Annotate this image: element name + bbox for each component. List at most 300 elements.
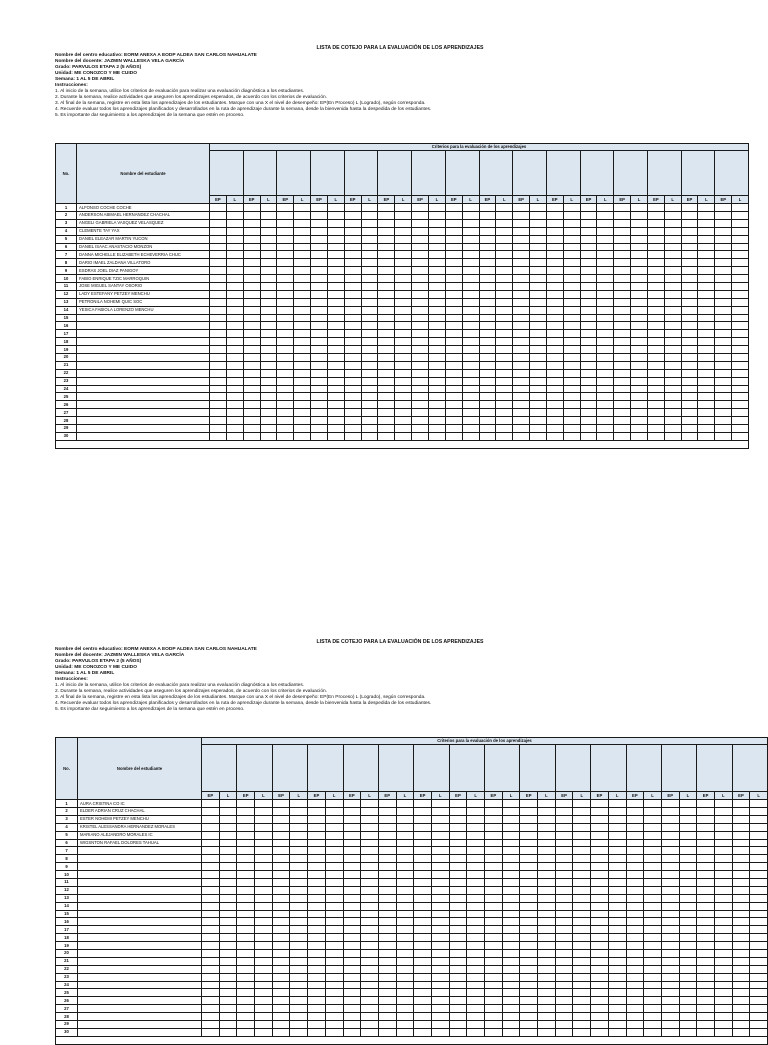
l-mark-cell[interactable] [597,267,614,275]
l-mark-cell[interactable] [732,322,749,330]
l-mark-cell[interactable] [573,879,591,887]
ep-mark-cell[interactable] [479,425,496,433]
l-mark-cell[interactable] [255,815,273,823]
l-mark-cell[interactable] [290,934,308,942]
l-mark-cell[interactable] [467,957,485,965]
ep-mark-cell[interactable] [378,298,395,306]
ep-mark-cell[interactable] [647,385,664,393]
l-mark-cell[interactable] [327,283,344,291]
l-mark-cell[interactable] [631,227,648,235]
l-mark-cell[interactable] [573,934,591,942]
l-mark-cell[interactable] [361,314,378,322]
l-mark-cell[interactable] [462,377,479,385]
l-mark-cell[interactable] [631,377,648,385]
ep-mark-cell[interactable] [591,894,609,902]
l-mark-cell[interactable] [260,283,277,291]
l-mark-cell[interactable] [260,306,277,314]
l-mark-cell[interactable] [255,1005,273,1013]
ep-mark-cell[interactable] [343,902,361,910]
l-mark-cell[interactable] [361,855,379,863]
l-mark-cell[interactable] [219,1013,237,1021]
ep-mark-cell[interactable] [412,314,429,322]
ep-mark-cell[interactable] [243,369,260,377]
l-mark-cell[interactable] [467,973,485,981]
l-mark-cell[interactable] [732,259,749,267]
l-mark-cell[interactable] [664,267,681,275]
ep-mark-cell[interactable] [237,1021,255,1029]
l-mark-cell[interactable] [698,354,715,362]
ep-mark-cell[interactable] [697,871,715,879]
ep-mark-cell[interactable] [445,393,462,401]
l-mark-cell[interactable] [462,425,479,433]
l-mark-cell[interactable] [502,1013,520,1021]
l-mark-cell[interactable] [462,369,479,377]
l-mark-cell[interactable] [428,298,445,306]
ep-mark-cell[interactable] [513,235,530,243]
l-mark-cell[interactable] [219,1021,237,1029]
l-mark-cell[interactable] [294,259,311,267]
l-mark-cell[interactable] [573,965,591,973]
l-mark-cell[interactable] [431,1005,449,1013]
l-mark-cell[interactable] [361,973,379,981]
l-mark-cell[interactable] [325,839,343,847]
ep-mark-cell[interactable] [626,989,644,997]
ep-mark-cell[interactable] [412,393,429,401]
l-mark-cell[interactable] [608,800,626,808]
l-mark-cell[interactable] [530,259,547,267]
ep-mark-cell[interactable] [272,965,290,973]
ep-mark-cell[interactable] [591,918,609,926]
l-mark-cell[interactable] [431,934,449,942]
l-mark-cell[interactable] [325,902,343,910]
l-mark-cell[interactable] [395,322,412,330]
l-mark-cell[interactable] [325,855,343,863]
l-mark-cell[interactable] [428,306,445,314]
ep-mark-cell[interactable] [445,267,462,275]
ep-mark-cell[interactable] [555,902,573,910]
l-mark-cell[interactable] [644,831,662,839]
l-mark-cell[interactable] [679,815,697,823]
l-mark-cell[interactable] [563,227,580,235]
ep-mark-cell[interactable] [580,211,597,219]
ep-mark-cell[interactable] [580,290,597,298]
l-mark-cell[interactable] [428,267,445,275]
ep-mark-cell[interactable] [344,267,361,275]
l-mark-cell[interactable] [361,863,379,871]
l-mark-cell[interactable] [255,863,273,871]
ep-mark-cell[interactable] [546,409,563,417]
ep-mark-cell[interactable] [202,839,220,847]
l-mark-cell[interactable] [664,314,681,322]
ep-mark-cell[interactable] [412,377,429,385]
l-mark-cell[interactable] [290,950,308,958]
ep-mark-cell[interactable] [661,997,679,1005]
ep-mark-cell[interactable] [237,800,255,808]
ep-mark-cell[interactable] [485,871,503,879]
l-mark-cell[interactable] [226,369,243,377]
l-mark-cell[interactable] [431,800,449,808]
l-mark-cell[interactable] [664,338,681,346]
ep-mark-cell[interactable] [210,227,227,235]
ep-mark-cell[interactable] [311,259,328,267]
l-mark-cell[interactable] [325,879,343,887]
l-mark-cell[interactable] [361,219,378,227]
l-mark-cell[interactable] [325,871,343,879]
ep-mark-cell[interactable] [378,290,395,298]
ep-mark-cell[interactable] [697,1005,715,1013]
ep-mark-cell[interactable] [513,251,530,259]
l-mark-cell[interactable] [538,957,556,965]
l-mark-cell[interactable] [290,815,308,823]
l-mark-cell[interactable] [679,934,697,942]
ep-mark-cell[interactable] [378,934,396,942]
ep-mark-cell[interactable] [580,314,597,322]
l-mark-cell[interactable] [467,815,485,823]
l-mark-cell[interactable] [573,942,591,950]
ep-mark-cell[interactable] [546,385,563,393]
l-mark-cell[interactable] [732,275,749,283]
ep-mark-cell[interactable] [732,934,750,942]
l-mark-cell[interactable] [395,401,412,409]
l-mark-cell[interactable] [428,314,445,322]
l-mark-cell[interactable] [361,997,379,1005]
l-mark-cell[interactable] [431,910,449,918]
ep-mark-cell[interactable] [697,957,715,965]
ep-mark-cell[interactable] [445,401,462,409]
ep-mark-cell[interactable] [479,227,496,235]
l-mark-cell[interactable] [361,211,378,219]
l-mark-cell[interactable] [255,886,273,894]
ep-mark-cell[interactable] [210,425,227,433]
ep-mark-cell[interactable] [449,965,467,973]
ep-mark-cell[interactable] [479,377,496,385]
ep-mark-cell[interactable] [445,306,462,314]
ep-mark-cell[interactable] [715,401,732,409]
l-mark-cell[interactable] [428,204,445,212]
ep-mark-cell[interactable] [485,950,503,958]
l-mark-cell[interactable] [750,926,768,934]
ep-mark-cell[interactable] [485,823,503,831]
ep-mark-cell[interactable] [626,942,644,950]
l-mark-cell[interactable] [361,267,378,275]
l-mark-cell[interactable] [644,871,662,879]
l-mark-cell[interactable] [538,871,556,879]
l-mark-cell[interactable] [260,227,277,235]
l-mark-cell[interactable] [467,989,485,997]
l-mark-cell[interactable] [698,314,715,322]
ep-mark-cell[interactable] [308,957,326,965]
ep-mark-cell[interactable] [243,330,260,338]
ep-mark-cell[interactable] [626,1021,644,1029]
ep-mark-cell[interactable] [344,432,361,440]
ep-mark-cell[interactable] [479,409,496,417]
l-mark-cell[interactable] [664,377,681,385]
ep-mark-cell[interactable] [311,204,328,212]
ep-mark-cell[interactable] [449,815,467,823]
l-mark-cell[interactable] [467,800,485,808]
ep-mark-cell[interactable] [647,306,664,314]
ep-mark-cell[interactable] [580,377,597,385]
ep-mark-cell[interactable] [210,243,227,251]
ep-mark-cell[interactable] [243,377,260,385]
l-mark-cell[interactable] [608,918,626,926]
ep-mark-cell[interactable] [681,251,698,259]
ep-mark-cell[interactable] [414,973,432,981]
ep-mark-cell[interactable] [202,910,220,918]
ep-mark-cell[interactable] [412,251,429,259]
ep-mark-cell[interactable] [513,306,530,314]
l-mark-cell[interactable] [631,432,648,440]
l-mark-cell[interactable] [361,871,379,879]
l-mark-cell[interactable] [294,409,311,417]
ep-mark-cell[interactable] [449,918,467,926]
l-mark-cell[interactable] [502,839,520,847]
ep-mark-cell[interactable] [412,361,429,369]
ep-mark-cell[interactable] [546,369,563,377]
ep-mark-cell[interactable] [647,243,664,251]
ep-mark-cell[interactable] [614,377,631,385]
ep-mark-cell[interactable] [715,417,732,425]
ep-mark-cell[interactable] [210,267,227,275]
ep-mark-cell[interactable] [237,855,255,863]
l-mark-cell[interactable] [325,950,343,958]
ep-mark-cell[interactable] [580,425,597,433]
ep-mark-cell[interactable] [414,871,432,879]
l-mark-cell[interactable] [608,815,626,823]
ep-mark-cell[interactable] [591,855,609,863]
l-mark-cell[interactable] [714,807,732,815]
ep-mark-cell[interactable] [647,204,664,212]
ep-mark-cell[interactable] [715,267,732,275]
l-mark-cell[interactable] [260,275,277,283]
ep-mark-cell[interactable] [202,847,220,855]
l-mark-cell[interactable] [563,338,580,346]
l-mark-cell[interactable] [698,219,715,227]
ep-mark-cell[interactable] [614,432,631,440]
ep-mark-cell[interactable] [732,997,750,1005]
l-mark-cell[interactable] [327,204,344,212]
ep-mark-cell[interactable] [272,871,290,879]
ep-mark-cell[interactable] [237,918,255,926]
l-mark-cell[interactable] [608,855,626,863]
l-mark-cell[interactable] [679,1005,697,1013]
ep-mark-cell[interactable] [343,965,361,973]
ep-mark-cell[interactable] [520,1013,538,1021]
l-mark-cell[interactable] [714,1021,732,1029]
ep-mark-cell[interactable] [555,879,573,887]
l-mark-cell[interactable] [396,973,414,981]
ep-mark-cell[interactable] [343,918,361,926]
l-mark-cell[interactable] [431,957,449,965]
ep-mark-cell[interactable] [614,314,631,322]
ep-mark-cell[interactable] [697,934,715,942]
ep-mark-cell[interactable] [449,839,467,847]
ep-mark-cell[interactable] [378,377,395,385]
ep-mark-cell[interactable] [243,393,260,401]
l-mark-cell[interactable] [496,267,513,275]
ep-mark-cell[interactable] [243,243,260,251]
l-mark-cell[interactable] [467,894,485,902]
l-mark-cell[interactable] [597,369,614,377]
ep-mark-cell[interactable] [715,298,732,306]
l-mark-cell[interactable] [538,950,556,958]
ep-mark-cell[interactable] [378,219,395,227]
ep-mark-cell[interactable] [555,918,573,926]
ep-mark-cell[interactable] [513,377,530,385]
l-mark-cell[interactable] [428,393,445,401]
ep-mark-cell[interactable] [647,259,664,267]
l-mark-cell[interactable] [462,219,479,227]
ep-mark-cell[interactable] [343,807,361,815]
l-mark-cell[interactable] [462,314,479,322]
l-mark-cell[interactable] [325,965,343,973]
l-mark-cell[interactable] [428,425,445,433]
l-mark-cell[interactable] [395,235,412,243]
l-mark-cell[interactable] [631,401,648,409]
l-mark-cell[interactable] [431,989,449,997]
ep-mark-cell[interactable] [546,354,563,362]
l-mark-cell[interactable] [294,204,311,212]
l-mark-cell[interactable] [396,942,414,950]
l-mark-cell[interactable] [226,306,243,314]
ep-mark-cell[interactable] [343,1005,361,1013]
ep-mark-cell[interactable] [449,823,467,831]
ep-mark-cell[interactable] [210,259,227,267]
l-mark-cell[interactable] [563,322,580,330]
l-mark-cell[interactable] [698,369,715,377]
l-mark-cell[interactable] [573,926,591,934]
ep-mark-cell[interactable] [520,886,538,894]
l-mark-cell[interactable] [597,259,614,267]
ep-mark-cell[interactable] [445,283,462,291]
l-mark-cell[interactable] [750,902,768,910]
l-mark-cell[interactable] [431,965,449,973]
ep-mark-cell[interactable] [378,314,395,322]
ep-mark-cell[interactable] [732,902,750,910]
ep-mark-cell[interactable] [485,965,503,973]
ep-mark-cell[interactable] [202,926,220,934]
l-mark-cell[interactable] [219,1028,237,1036]
ep-mark-cell[interactable] [449,894,467,902]
ep-mark-cell[interactable] [344,361,361,369]
ep-mark-cell[interactable] [414,1013,432,1021]
l-mark-cell[interactable] [260,314,277,322]
ep-mark-cell[interactable] [378,369,395,377]
ep-mark-cell[interactable] [513,298,530,306]
l-mark-cell[interactable] [428,235,445,243]
ep-mark-cell[interactable] [202,942,220,950]
l-mark-cell[interactable] [631,330,648,338]
ep-mark-cell[interactable] [580,275,597,283]
l-mark-cell[interactable] [395,275,412,283]
l-mark-cell[interactable] [750,886,768,894]
ep-mark-cell[interactable] [715,369,732,377]
ep-mark-cell[interactable] [715,211,732,219]
ep-mark-cell[interactable] [445,211,462,219]
ep-mark-cell[interactable] [661,800,679,808]
ep-mark-cell[interactable] [626,800,644,808]
l-mark-cell[interactable] [679,973,697,981]
l-mark-cell[interactable] [732,211,749,219]
l-mark-cell[interactable] [573,981,591,989]
l-mark-cell[interactable] [530,417,547,425]
l-mark-cell[interactable] [428,219,445,227]
ep-mark-cell[interactable] [414,910,432,918]
l-mark-cell[interactable] [597,401,614,409]
l-mark-cell[interactable] [294,251,311,259]
ep-mark-cell[interactable] [697,863,715,871]
ep-mark-cell[interactable] [555,894,573,902]
l-mark-cell[interactable] [732,330,749,338]
ep-mark-cell[interactable] [614,393,631,401]
ep-mark-cell[interactable] [479,306,496,314]
l-mark-cell[interactable] [679,942,697,950]
l-mark-cell[interactable] [644,855,662,863]
ep-mark-cell[interactable] [479,322,496,330]
l-mark-cell[interactable] [608,831,626,839]
ep-mark-cell[interactable] [445,322,462,330]
ep-mark-cell[interactable] [378,283,395,291]
l-mark-cell[interactable] [395,211,412,219]
l-mark-cell[interactable] [714,1013,732,1021]
l-mark-cell[interactable] [597,275,614,283]
l-mark-cell[interactable] [750,839,768,847]
ep-mark-cell[interactable] [344,425,361,433]
ep-mark-cell[interactable] [344,401,361,409]
l-mark-cell[interactable] [530,219,547,227]
l-mark-cell[interactable] [260,401,277,409]
ep-mark-cell[interactable] [414,831,432,839]
ep-mark-cell[interactable] [697,910,715,918]
ep-mark-cell[interactable] [414,894,432,902]
ep-mark-cell[interactable] [580,243,597,251]
l-mark-cell[interactable] [608,839,626,847]
ep-mark-cell[interactable] [412,409,429,417]
l-mark-cell[interactable] [732,417,749,425]
l-mark-cell[interactable] [467,863,485,871]
l-mark-cell[interactable] [714,989,732,997]
ep-mark-cell[interactable] [479,338,496,346]
ep-mark-cell[interactable] [237,871,255,879]
l-mark-cell[interactable] [226,401,243,409]
l-mark-cell[interactable] [631,267,648,275]
l-mark-cell[interactable] [496,283,513,291]
ep-mark-cell[interactable] [378,401,395,409]
ep-mark-cell[interactable] [591,1028,609,1036]
ep-mark-cell[interactable] [277,385,294,393]
l-mark-cell[interactable] [255,997,273,1005]
ep-mark-cell[interactable] [580,298,597,306]
l-mark-cell[interactable] [294,290,311,298]
l-mark-cell[interactable] [325,981,343,989]
l-mark-cell[interactable] [431,902,449,910]
l-mark-cell[interactable] [361,417,378,425]
ep-mark-cell[interactable] [445,235,462,243]
l-mark-cell[interactable] [563,401,580,409]
ep-mark-cell[interactable] [378,973,396,981]
ep-mark-cell[interactable] [591,1021,609,1029]
ep-mark-cell[interactable] [580,306,597,314]
l-mark-cell[interactable] [396,1013,414,1021]
l-mark-cell[interactable] [679,902,697,910]
ep-mark-cell[interactable] [237,1028,255,1036]
ep-mark-cell[interactable] [626,902,644,910]
l-mark-cell[interactable] [361,847,379,855]
l-mark-cell[interactable] [538,1021,556,1029]
l-mark-cell[interactable] [396,871,414,879]
ep-mark-cell[interactable] [412,354,429,362]
ep-mark-cell[interactable] [344,385,361,393]
